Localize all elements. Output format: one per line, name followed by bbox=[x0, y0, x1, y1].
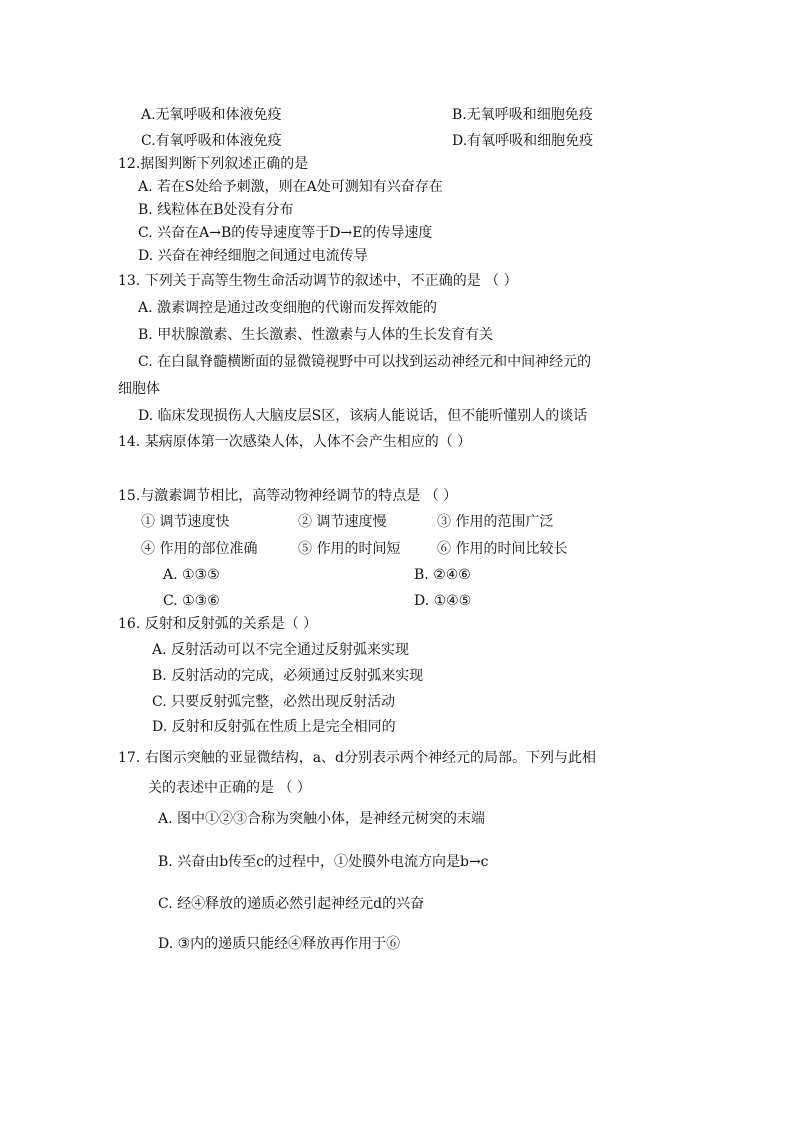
q13-option-a: A. 激素调控是通过改变细胞的代谢而发挥效能的 bbox=[138, 300, 438, 316]
q17-stem-continued: 关的表述中正确的是 （ ） bbox=[148, 780, 311, 796]
q12-option-d: D. 兴奋在神经细胞之间通过电流传导 bbox=[138, 248, 368, 264]
q15-option-c: C. ①③⑥ bbox=[163, 593, 220, 609]
q12-stem: 12.据图判断下列叙述正确的是 bbox=[118, 156, 309, 172]
q16-option-d: D. 反射和反射弧在性质上是完全相同的 bbox=[152, 719, 396, 735]
q15-option-a: A. ①③⑤ bbox=[163, 567, 220, 583]
q13-option-c: C. 在白鼠脊髓横断面的显微镜视野中可以找到运动神经元和中间神经元的 bbox=[138, 354, 592, 370]
q13-stem: 13. 下列关于高等生物生命活动调节的叙述中，不正确的是 （ ） bbox=[118, 273, 518, 289]
q17-option-b: B. 兴奋由b传至c的过程中，①处膜外电流方向是b→c bbox=[158, 854, 489, 870]
q12-option-c: C. 兴奋在A→B的传导速度等于D→E的传导速度 bbox=[138, 225, 433, 241]
q17-stem: 17. 右图示突触的亚显微结构，a、d分别表示两个神经元的局部。下列与此相 bbox=[118, 750, 597, 766]
q15-item-6: ⑥ 作用的时间比较长 bbox=[437, 541, 568, 557]
q15-item-2: ② 调节速度慢 bbox=[298, 514, 387, 530]
q12-option-a: A. 若在S处给予刺激，则在A处可测知有兴奋存在 bbox=[138, 179, 443, 195]
q16-option-a: A. 反射活动可以不完全通过反射弧来实现 bbox=[152, 642, 410, 658]
q16-option-b: B. 反射活动的完成，必须通过反射弧来实现 bbox=[152, 668, 424, 684]
q16-option-c: C. 只要反射弧完整，必然出现反射活动 bbox=[152, 694, 396, 710]
q11-option-a: A.无氧呼吸和体液免疫 bbox=[141, 107, 282, 123]
q14-stem: 14. 某病原体第一次感染人体，人体不会产生相应的（ ） bbox=[118, 434, 472, 450]
q15-item-3: ③ 作用的范围广泛 bbox=[437, 514, 554, 530]
q15-item-4: ④ 作用的部位准确 bbox=[141, 541, 258, 557]
q17-option-d: D. ③内的递质只能经④释放再作用于⑥ bbox=[158, 936, 401, 952]
q15-item-1: ① 调节速度快 bbox=[141, 514, 230, 530]
q17-option-a: A. 图中①②③合称为突触小体，是神经元树突的末端 bbox=[158, 811, 486, 827]
q12-option-b: B. 线粒体在B处没有分布 bbox=[138, 202, 294, 218]
q11-option-b: B.无氧呼吸和细胞免疫 bbox=[452, 107, 593, 123]
q11-option-d: D.有氧呼吸和细胞免疫 bbox=[452, 133, 594, 149]
q15-stem: 15.与激素调节相比，高等动物神经调节的特点是 （ ） bbox=[118, 488, 458, 504]
q11-option-c: C.有氧呼吸和体液免疫 bbox=[141, 133, 282, 149]
q13-option-d: D. 临床发现损伤人大脑皮层S区，该病人能说话，但不能听懂别人的谈话 bbox=[138, 408, 588, 424]
q15-option-d: D. ①④⑤ bbox=[414, 593, 472, 609]
q17-option-c: C. 经④释放的递质必然引起神经元d的兴奋 bbox=[158, 896, 425, 912]
q13-option-c-continued: 细胞体 bbox=[118, 381, 160, 397]
q16-stem: 16. 反射和反射弧的关系是（ ） bbox=[118, 616, 318, 632]
q15-item-5: ⑤ 作用的时间短 bbox=[298, 541, 401, 557]
q15-option-b: B. ②④⑥ bbox=[414, 567, 471, 583]
q13-option-b: B. 甲状腺激素、生长激素、性激素与人体的生长发育有关 bbox=[138, 327, 494, 343]
